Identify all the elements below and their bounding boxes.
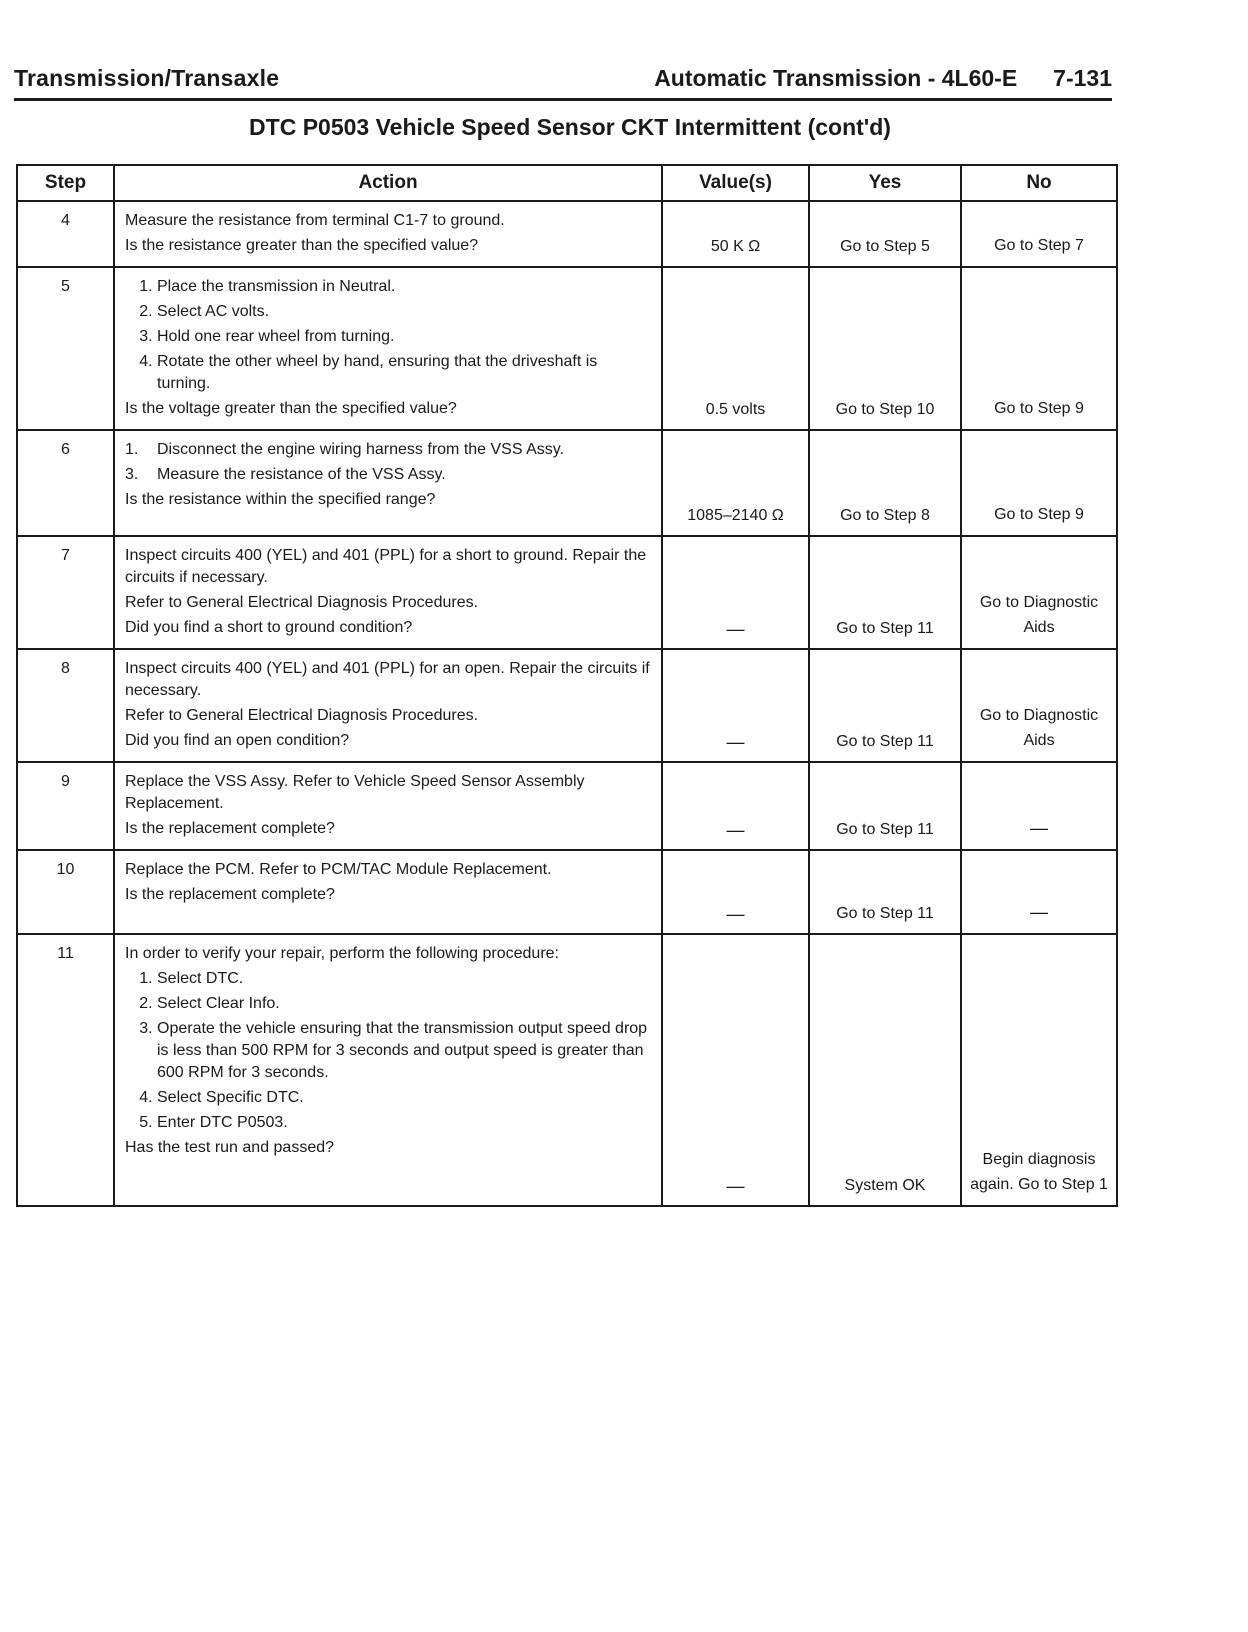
step-number: 11 <box>17 934 114 1206</box>
chapter-title <box>654 65 1112 92</box>
action-question: Has the test run and passed? <box>125 1139 335 1156</box>
value-cell: — <box>662 850 809 934</box>
no-cell <box>961 536 1117 649</box>
action-text: Replace the PCM. Refer to PCM/TAC Module Replacement. <box>125 861 552 878</box>
column-header-step: Step <box>17 165 114 201</box>
action-question: Is the resistance within the specified range? <box>125 491 436 508</box>
list-item: 4. Rotate the other wheel by hand, ensuring that the driveshaft is turning. <box>157 351 651 395</box>
action-question: Is the replacement complete? <box>125 820 335 837</box>
yes-cell: Go to Step 8 <box>809 430 961 536</box>
column-header-yes: Yes <box>809 165 961 201</box>
step-number: 7 <box>17 536 114 649</box>
yes-cell: Go to Step 10 <box>809 267 961 430</box>
action-cell <box>114 430 662 536</box>
action-question: Is the voltage greater than the specified value? <box>125 400 457 417</box>
yes-cell: Go to Step 11 <box>809 649 961 762</box>
diagnostic-table <box>16 164 1118 1207</box>
action-question: Did you find an open condition? <box>125 732 350 749</box>
action-text: Inspect circuits 400 (YEL) and 401 (PPL) for a short to ground. Repair the circuits if necessary. <box>125 547 647 586</box>
no-text: Go to Diagnostic Aids <box>979 594 1099 636</box>
action-reference: Refer to General Electrical Diagnosis Procedures. <box>125 707 479 724</box>
action-reference: Refer to General Electrical Diagnosis Procedures. <box>125 594 479 611</box>
value-cell: — <box>662 762 809 850</box>
step-number: 10 <box>17 850 114 934</box>
no-text: — <box>1030 818 1048 838</box>
column-header-action: Action <box>114 165 662 201</box>
table-row <box>17 649 1117 762</box>
action-text: Inspect circuits 400 (YEL) and 401 (PPL) for an open. Repair the circuits if necessary. <box>125 660 650 699</box>
document-title: DTC P0503 Vehicle Speed Sensor CKT Intermittent (cont'd) <box>249 114 891 140</box>
value-cell: — <box>662 536 809 649</box>
procedure-list <box>125 968 651 1134</box>
action-cell <box>114 649 662 762</box>
step-number: 6 <box>17 430 114 536</box>
table-row <box>17 267 1117 430</box>
step-number: 9 <box>17 762 114 850</box>
list-item: 4. Select Specific DTC. <box>157 1087 651 1109</box>
table-row <box>17 201 1117 267</box>
step-number: 5 <box>17 267 114 430</box>
value-cell: — <box>662 934 809 1206</box>
action-question: Is the resistance greater than the specified value? <box>125 237 479 254</box>
no-cell <box>961 649 1117 762</box>
list-item <box>125 439 651 461</box>
yes-cell: System OK <box>809 934 961 1206</box>
action-question: Is the replacement complete? <box>125 886 335 903</box>
action-cell <box>114 934 662 1206</box>
yes-cell: Go to Step 11 <box>809 536 961 649</box>
list-item <box>125 464 651 486</box>
yes-cell: Go to Step 11 <box>809 850 961 934</box>
action-cell <box>114 201 662 267</box>
no-cell <box>961 934 1117 1206</box>
no-cell <box>961 201 1117 267</box>
list-item: 1. Select DTC. <box>157 968 651 990</box>
step-number: 4 <box>17 201 114 267</box>
list-item: 3. Operate the vehicle ensuring that the transmission output speed drop is less than 500 RPM for 3 seconds and output speed is greater than 600 RPM for 3 seconds. <box>157 1018 651 1084</box>
table-row <box>17 430 1117 536</box>
list-number: 1. <box>125 441 139 458</box>
list-item: 2. Select Clear Info. <box>157 993 651 1015</box>
no-cell <box>961 430 1117 536</box>
yes-cell: Go to Step 5 <box>809 201 961 267</box>
action-intro: In order to verify your repair, perform the following procedure: <box>125 945 559 962</box>
action-cell <box>114 762 662 850</box>
no-cell <box>961 762 1117 850</box>
value-cell: 1085–2140 Ω <box>662 430 809 536</box>
no-cell <box>961 850 1117 934</box>
action-cell <box>114 536 662 649</box>
action-text: Measure the resistance from terminal C1-7 to ground. <box>125 212 505 229</box>
list-item: 5. Enter DTC P0503. <box>157 1112 651 1134</box>
no-text: Go to Step 9 <box>994 506 1084 523</box>
table-row <box>17 934 1117 1206</box>
value-cell: 0.5 volts <box>662 267 809 430</box>
list-number: 3. <box>125 466 139 483</box>
chapter-name: Automatic Transmission - 4L60-E <box>654 65 1018 91</box>
page-number: 7-131 <box>1053 65 1112 91</box>
list-item: 1. Place the transmission in Neutral. <box>157 276 651 298</box>
list-text: Disconnect the engine wiring harness from the VSS Assy. <box>157 441 565 458</box>
no-text: — <box>1030 902 1048 922</box>
value-cell: 50 K Ω <box>662 201 809 267</box>
value-cell: — <box>662 649 809 762</box>
no-text: Go to Step 7 <box>994 237 1084 254</box>
column-header-no: No <box>961 165 1117 201</box>
no-text: Go to Step 9 <box>994 400 1084 417</box>
column-header-values: Value(s) <box>662 165 809 201</box>
action-question: Did you find a short to ground condition? <box>125 619 413 636</box>
table-row <box>17 850 1117 934</box>
step-number: 8 <box>17 649 114 762</box>
list-item: 2. Select AC volts. <box>157 301 651 323</box>
action-cell <box>114 850 662 934</box>
page-header <box>14 58 1112 101</box>
no-cell <box>961 267 1117 430</box>
table-row <box>17 536 1117 649</box>
no-text: Begin diagnosis again. Go to Step 1 <box>970 1151 1108 1193</box>
action-text: Replace the VSS Assy. Refer to Vehicle Speed Sensor Assembly Replacement. <box>125 773 585 812</box>
procedure-list <box>125 276 651 395</box>
list-text: Measure the resistance of the VSS Assy. <box>157 466 446 483</box>
no-text: Go to Diagnostic Aids <box>979 707 1099 749</box>
yes-cell: Go to Step 11 <box>809 762 961 850</box>
section-title: Transmission/Transaxle <box>14 65 280 91</box>
list-item: 3. Hold one rear wheel from turning. <box>157 326 651 348</box>
table-header-row <box>17 165 1117 201</box>
action-cell <box>114 267 662 430</box>
table-row <box>17 762 1117 850</box>
